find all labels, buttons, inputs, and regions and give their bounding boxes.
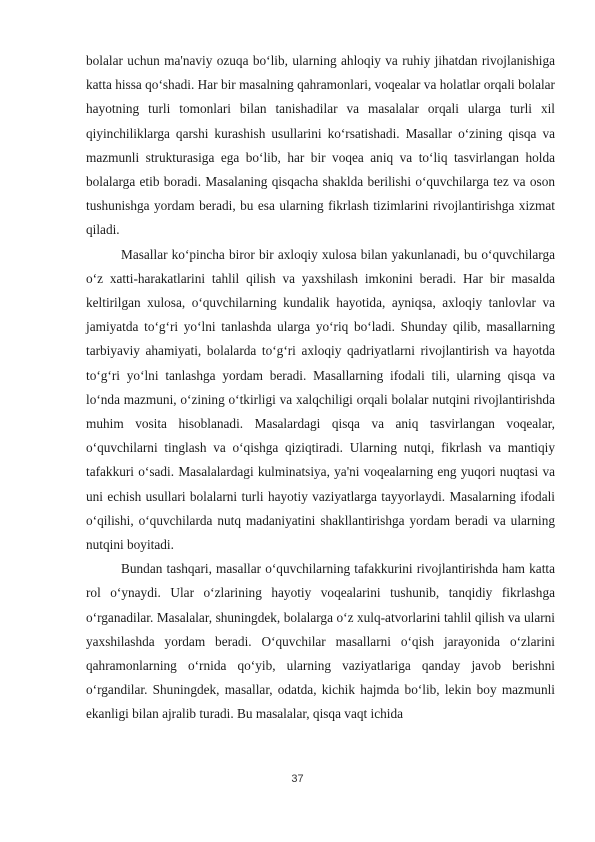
page-body — [86, 49, 555, 727]
paragraph-2: Masallar ko‘pincha biror bir axloqiy xulosa bilan yakunlanadi, bu o‘quvchilarga o‘z xatti-harakatlarini tahlil qilish va yaxshilash imkonini beradi. Har bir masalda keltirilgan xulosa, o‘quvchilarning kundalik hayotida, ayniqsa, axloqiy tanlovlar va jamiyatda to‘g‘ri yo‘lni tanlashda ularga yo‘riq bo‘ladi. Shunday qilib, masallarning tarbiyaviy ahamiyati, bolalarda to‘g‘ri axloqiy qadriyatlarni rivojlantirish va hayotda to‘g‘ri yo‘lni tanlashga yordam beradi. Masallarning ifodali tili, ularning qisqa va lo‘nda mazmuni, o‘zining o‘tkirligi va xalqchiligi orqali bolalar nutqini rivojlantirishda muhim vosita hisoblanadi. Masalardagi qisqa va aniq tasvirlangan voqealar, o‘quvchilarni tinglash va o‘qishga qiziqtiradi. Ularning nutqi, fikrlash va mantiqiy tafakkuri o‘sadi. Masalalardagi kulminatsiya, ya'ni voqealarning eng yuqori nuqtasi va uni echish usullari bolalarni turli hayotiy vaziyatlarga tayyorlaydi. Masalarning ifodali o‘qilishi, o‘quvchilarda nutq madaniyatini shakllantirishga yordam beradi va ularning nutqini boyitadi. — [86, 246, 555, 553]
paragraph-3: Bundan tashqari, masallar o‘quvchilarning tafakkurini rivojlantirishda ham katta rol o‘ynaydi. Ular o‘zlarining hayotiy voqealarini tushunib, tanqidiy fikrlashga o‘rganadilar. Masalalar, shuningdek, bolalarga o‘z xulq-atvorlarini tahlil qilish va ularni yaxshilashda yordam beradi. O‘quvchilar masallarni o‘qish jarayonida o‘zlarini qahramonlarning o‘rnida qo‘yib, ularning vaziyatlariga qanday javob berishni o‘rgandilar. Shuningdek, masallar, odatda, kichik hajmda bo‘lib, lekin boy mazmunli ekanligi bilan ajralib turadi. Bu masalalar, qisqa vaqt ichida — [86, 561, 555, 722]
paragraph-1: bolalar uchun ma'naviy ozuqa bo‘lib, ularning ahloqiy va ruhiy jihatdan rivojlanishiga katta hissa qo‘shadi. Har bir masalning qahramonlari, voqealar va holatlar orqali bolalar hayotning turli tomonlari bilan tanishadilar va masalalar orqali ularga turli xil qiyinchiliklarga qarshi kurashish usullarini ko‘rsatishadi. Masallar o‘zining qisqa va mazmunli strukturasiga ega bo‘lib, har bir voqea aniq va to‘liq tasvirlangan holda bolalarga etib boradi. Masalaning qisqacha shaklda berilishi o‘quvchilarga tez va oson tushunishga yordam beradi, bu esa ularning fikrlash tizimlarini rivojlantirishga xizmat qiladi. — [86, 53, 555, 238]
page-number: 37 — [291, 773, 304, 785]
